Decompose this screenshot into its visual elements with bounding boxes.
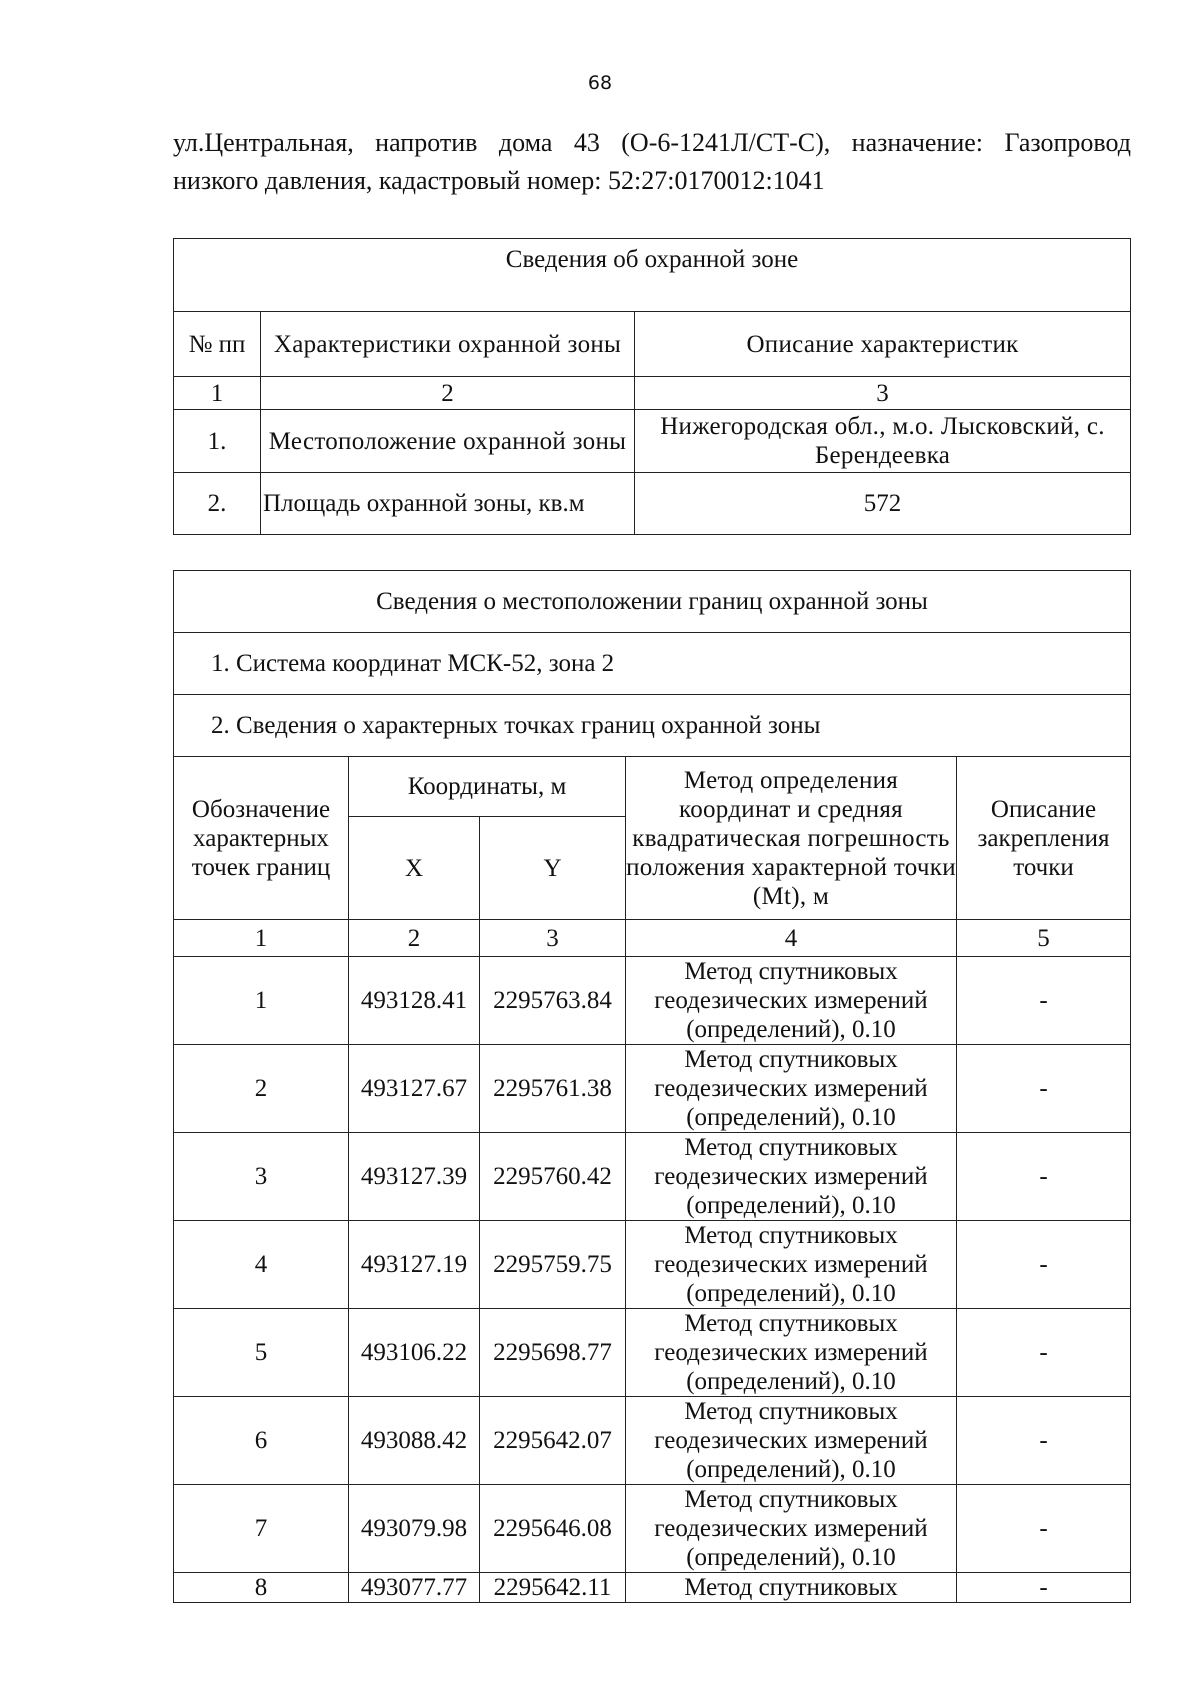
header-designation: Обозначение характерных точек границ: [174, 757, 349, 920]
column-number: 2: [261, 377, 635, 410]
point-fixing: -: [957, 1045, 1131, 1133]
point-y: 2295698.77: [480, 1309, 626, 1397]
point-x: 493088.42: [349, 1397, 480, 1485]
point-x: 493127.67: [349, 1045, 480, 1133]
point-method: Метод спутниковых: [626, 1573, 957, 1603]
header-characteristic: Характеристики охранной зоны: [261, 312, 635, 377]
point-y: 2295642.11: [480, 1573, 626, 1603]
header-number: № пп: [174, 312, 261, 377]
table-row: [174, 957, 1131, 1045]
intro-paragraph: ул.Центральная, напротив дома 43 (О-6-1241Л/СТ-С), назначение: Газопровод низкого давления, кадастровый номер: 52:27:0170012:1041: [173, 128, 1131, 195]
row-number: 2.: [174, 473, 261, 535]
header-x: X: [349, 817, 480, 920]
table-row: [174, 1133, 1131, 1221]
header-y: Y: [480, 817, 626, 920]
point-x: 493106.22: [349, 1309, 480, 1397]
point-x: 493127.19: [349, 1221, 480, 1309]
point-fixing: -: [957, 1397, 1131, 1485]
header-fixing: Описание закрепления точки: [957, 757, 1131, 920]
point-method: Метод спутниковых геодезических измерений (определений), 0.10: [626, 1045, 957, 1133]
header-description: Описание характеристик: [635, 312, 1131, 377]
column-number: 4: [626, 920, 957, 957]
row-number: 1.: [174, 410, 261, 473]
header-method: Метод определения координат и средняя квадратическая погрешность положения характерной точки (Mt), м: [626, 757, 957, 920]
point-y: 2295759.75: [480, 1221, 626, 1309]
column-number: 2: [349, 920, 480, 957]
column-number: 3: [480, 920, 626, 957]
point-method: Метод спутниковых геодезических измерений (определений), 0.10: [626, 1221, 957, 1309]
header-coordinates: Координаты, м: [349, 757, 626, 817]
point-fixing: -: [957, 1133, 1131, 1221]
table-row: [174, 1485, 1131, 1573]
point-y: 2295763.84: [480, 957, 626, 1045]
point-id: 2: [174, 1045, 349, 1133]
point-x: 493079.98: [349, 1485, 480, 1573]
description-area: 572: [635, 473, 1131, 535]
point-fixing: -: [957, 1221, 1131, 1309]
point-y: 2295646.08: [480, 1485, 626, 1573]
point-x: 493127.39: [349, 1133, 480, 1221]
point-method: Метод спутниковых геодезических измерений (определений), 0.10: [626, 957, 957, 1045]
zone-info-title: Сведения об охранной зоне: [174, 239, 1131, 312]
table-row: [174, 1045, 1131, 1133]
table-row: [174, 1221, 1131, 1309]
point-id: 8: [174, 1573, 349, 1603]
point-method: Метод спутниковых геодезических измерений (определений), 0.10: [626, 1485, 957, 1573]
column-number: 5: [957, 920, 1131, 957]
point-y: 2295642.07: [480, 1397, 626, 1485]
coordinate-system: 1. Система координат МСК-52, зона 2: [174, 633, 1131, 695]
description-location: Нижегородская обл., м.о. Лысковский, с. Берендеевка: [635, 410, 1131, 473]
point-id: 6: [174, 1397, 349, 1485]
point-id: 3: [174, 1133, 349, 1221]
zone-info-table: [173, 238, 1131, 535]
point-y: 2295761.38: [480, 1045, 626, 1133]
boundaries-title: Сведения о местоположении границ охранной зоны: [174, 571, 1131, 633]
column-number: 1: [174, 920, 349, 957]
column-number: 1: [174, 377, 261, 410]
point-id: 4: [174, 1221, 349, 1309]
table-row: [174, 1573, 1131, 1603]
page-number: 68: [587, 72, 613, 94]
table-row: [174, 1309, 1131, 1397]
boundary-points-table: [173, 570, 1131, 1603]
column-number: 3: [635, 377, 1131, 410]
point-fixing: -: [957, 1309, 1131, 1397]
point-id: 5: [174, 1309, 349, 1397]
points-section-title: 2. Сведения о характерных точках границ охранной зоны: [174, 695, 1131, 757]
characteristic-location: Местоположение охранной зоны: [261, 410, 635, 473]
point-id: 1: [174, 957, 349, 1045]
point-x: 493077.77: [349, 1573, 480, 1603]
point-x: 493128.41: [349, 957, 480, 1045]
point-fixing: -: [957, 957, 1131, 1045]
point-method: Метод спутниковых геодезических измерений (определений), 0.10: [626, 1309, 957, 1397]
point-fixing: -: [957, 1485, 1131, 1573]
point-method: Метод спутниковых геодезических измерений (определений), 0.10: [626, 1397, 957, 1485]
point-method: Метод спутниковых геодезических измерений (определений), 0.10: [626, 1133, 957, 1221]
characteristic-area: Площадь охранной зоны, кв.м: [261, 473, 635, 535]
table-row: [174, 1397, 1131, 1485]
point-id: 7: [174, 1485, 349, 1573]
point-y: 2295760.42: [480, 1133, 626, 1221]
point-fixing: -: [957, 1573, 1131, 1603]
